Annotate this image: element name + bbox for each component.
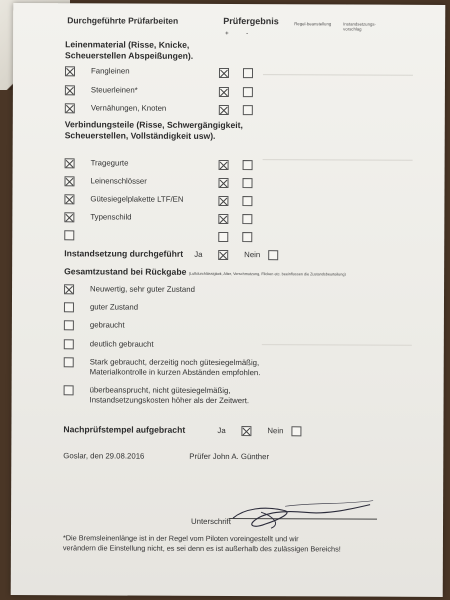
stempel-label: Nachprüfstempel aufgebracht	[63, 424, 186, 435]
label-guetesiegel: Gütesiegelplakette LTF/EN	[90, 194, 184, 204]
stempel-nein-label: Nein	[267, 426, 284, 436]
label-guter-zustand: guter Zustand	[89, 302, 139, 312]
checkbox-instandsetzung-ja[interactable]	[218, 250, 228, 260]
checkbox-guetesiegel[interactable]	[64, 194, 74, 204]
checkbox-tragegurte-plus[interactable]	[219, 160, 229, 170]
section-leinenmaterial-title: Leinenmaterial (Risse, Knicke, Scheuerstellen Abspeißungen).	[65, 39, 194, 61]
checkbox-guetesiegel-minus[interactable]	[242, 196, 252, 206]
checkbox-tragegurte-minus[interactable]	[243, 160, 253, 170]
footnote-line-1: *Die Bremsleinenlänge ist in der Regel vom Piloten voreingestellt und wir	[62, 533, 299, 544]
label-leinenschloesser: Leinenschlösser	[90, 176, 147, 186]
checkbox-tragegurte[interactable]	[65, 158, 75, 168]
checkbox-blank-row-minus[interactable]	[242, 232, 252, 242]
checkbox-fangleinen[interactable]	[65, 66, 75, 76]
header-regelbeanstellung: Regel-beanstellung	[294, 21, 332, 27]
checkbox-steuerleinen-minus[interactable]	[243, 87, 253, 97]
header-minus: -	[246, 31, 249, 38]
checkbox-stark-gebraucht[interactable]	[64, 357, 74, 367]
checkbox-typenschild[interactable]	[64, 212, 74, 222]
label-deutlich-gebraucht: deutlich gebraucht	[89, 339, 154, 349]
label-ueberbeansprucht-1: überbeansprucht, nicht gütesiegelmäßig,	[89, 385, 231, 396]
checkbox-vernaehungen-plus[interactable]	[219, 105, 229, 115]
checkbox-blank-row-plus[interactable]	[218, 232, 228, 242]
checkbox-instandsetzung-nein[interactable]	[268, 250, 278, 260]
handwritten-signature	[225, 498, 375, 533]
pruefer-name: Prüfer John A. Günther	[189, 451, 270, 462]
label-ueberbeansprucht-2: Instandsetzungskosten höher als der Zeitwert.	[89, 395, 250, 406]
checkbox-guetesiegel-plus[interactable]	[218, 196, 228, 206]
inspection-form-sheet	[11, 3, 446, 597]
label-tragegurte: Tragegurte	[90, 158, 129, 168]
header-instandsetzungsvorschlag: Instandsetzungs-vorschlag	[343, 21, 376, 32]
checkbox-steuerleinen[interactable]	[65, 85, 75, 95]
footnote-line-2: verändern die Einstellung nicht, es sei denn es ist außerhalb des zulässigen Bereichs!	[62, 543, 341, 554]
gesamtzustand-title	[64, 266, 346, 280]
place-date: Goslar, den 29.08.2016	[63, 451, 145, 461]
gesamtzustand-note: (Luftdurchlässigkeit, Alter, Verschmutzung, Flicken etc. beeinflussen die Zustandsbeurteilung)	[188, 271, 346, 277]
checkbox-typenschild-minus[interactable]	[242, 214, 252, 224]
checkbox-guter-zustand[interactable]	[64, 302, 74, 312]
label-neuwertig: Neuwertig, sehr guter Zustand	[90, 284, 195, 294]
label-fangleinen: Fangleinen	[90, 66, 130, 76]
checkbox-fangleinen-plus[interactable]	[219, 68, 229, 78]
gesamtzustand-title-text: Gesamtzustand bei Rückgabe	[64, 266, 187, 277]
instandsetzung-label: Instandsetzung durchgeführt	[64, 248, 184, 259]
header-plus: +	[225, 30, 229, 38]
label-vernaehungen: Vernähungen, Knoten	[90, 103, 167, 113]
faint-rule	[263, 74, 413, 76]
checkbox-neuwertig[interactable]	[64, 284, 74, 294]
checkbox-gebraucht[interactable]	[64, 320, 74, 330]
checkbox-vernaehungen[interactable]	[65, 103, 75, 113]
section-verbindungsteile-title: Verbindungsteile (Risse, Schwergängigkeit, Scheuerstellen, Vollständigkeit usw).	[64, 119, 243, 141]
header-pruefarbeiten: Durchgeführte Prüfarbeiten	[67, 15, 179, 26]
checkbox-blank-row[interactable]	[64, 230, 74, 240]
stempel-ja-label: Ja	[217, 425, 226, 435]
label-gebraucht: gebraucht	[89, 320, 125, 330]
checkbox-typenschild-plus[interactable]	[218, 214, 228, 224]
checkbox-leinenschloesser-minus[interactable]	[242, 178, 252, 188]
checkbox-stempel-ja[interactable]	[241, 426, 251, 436]
checkbox-steuerleinen-plus[interactable]	[219, 87, 229, 97]
checkbox-fangleinen-minus[interactable]	[243, 68, 253, 78]
instandsetzung-ja-label: Ja	[194, 249, 203, 259]
faint-rule	[262, 344, 412, 346]
label-stark-gebraucht-1: Stark gebraucht, derzeitig noch gütesiegelmäßig,	[89, 357, 260, 368]
label-typenschild: Typenschild	[90, 212, 132, 222]
checkbox-vernaehungen-minus[interactable]	[243, 105, 253, 115]
checkbox-deutlich-gebraucht[interactable]	[64, 339, 74, 349]
checkbox-leinenschloesser-plus[interactable]	[218, 178, 228, 188]
label-stark-gebraucht-2: Materialkontrolle in kurzen Abständen empfohlen.	[89, 367, 261, 378]
faint-rule	[263, 159, 413, 161]
checkbox-leinenschloesser[interactable]	[64, 176, 74, 186]
checkbox-ueberbeansprucht[interactable]	[64, 385, 74, 395]
instandsetzung-nein-label: Nein	[244, 250, 261, 260]
unterschrift-label: Unterschrift	[191, 516, 231, 527]
label-steuerleinen: Steuerleinen*	[90, 85, 138, 95]
header-pruefergebnis: Prüfergebnis	[223, 15, 279, 27]
checkbox-stempel-nein[interactable]	[291, 426, 301, 436]
